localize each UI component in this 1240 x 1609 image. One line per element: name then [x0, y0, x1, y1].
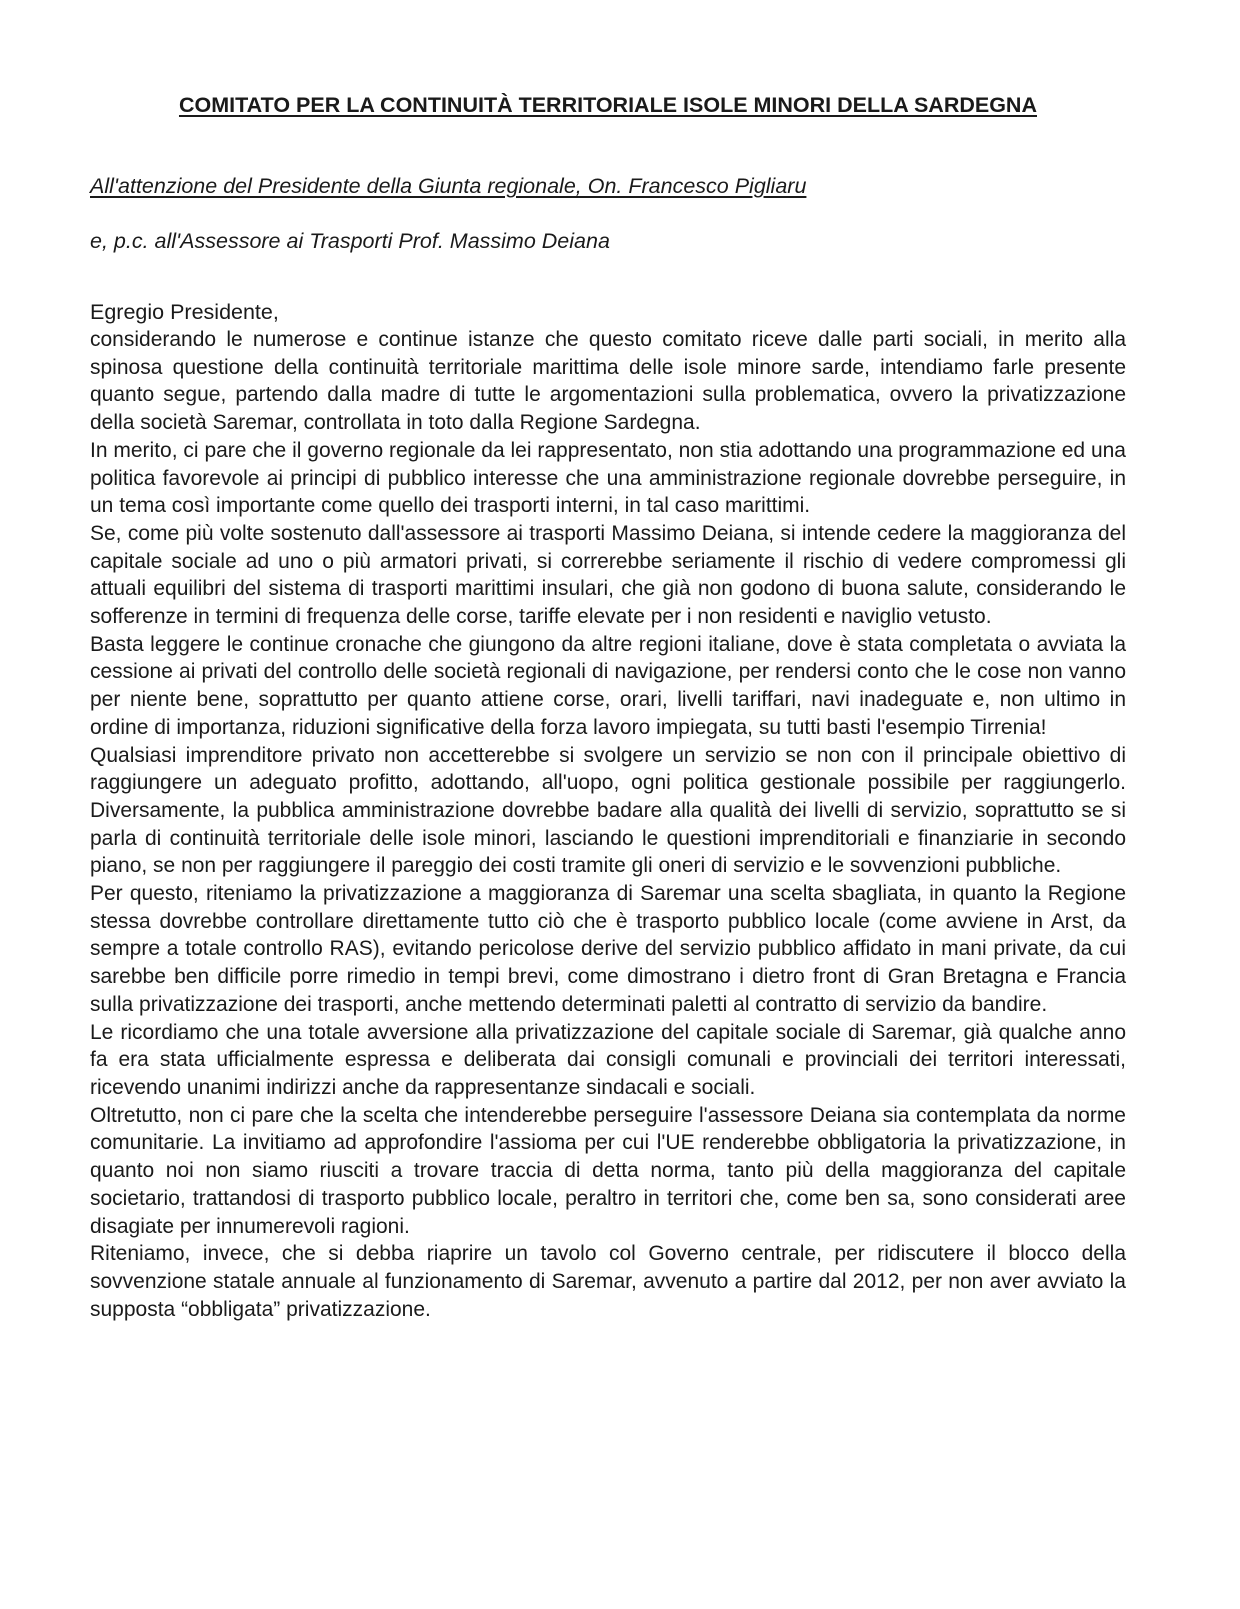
paragraph: Basta leggere le continue cronache che giungono da altre regioni italiane, dove è stata completata o avviata la cessione ai privati del controllo delle società regionali di navigazione, per rendersi conto che le cose non vanno per niente bene, soprattutto per quanto attiene corse, orari, livelli tariffari, navi inadeguate e, non ultimo in ordine di importanza, riduzioni significative della forza lavoro impiegata, su tutti basti l'esempio Tirrenia!: [90, 632, 1126, 739]
paragraph: Oltretutto, non ci pare che la scelta che intenderebbe perseguire l'assessore Deiana sia contemplata da norme comunitarie. La invitiamo ad approfondire l'assioma per cui l'UE renderebbe obbligatoria la privatizzazione, in quanto noi non siamo riusciti a trovare traccia di detta norma, tanto più della maggioranza del capitale societario, trattandosi di trasporto pubblico locale, peraltro in territori che, come ben sa, sono considerati aree disagiate per innumerevoli ragioni.: [90, 1103, 1126, 1238]
paragraph: considerando le numerose e continue istanze che questo comitato riceve dalle parti sociali, in merito alla spinosa questione della continuità territoriale marittima delle isole minore sarde, intendiamo farle presente quanto segue, partendo dalla madre di tutte le argomentazioni sulla problematica, ovvero la privatizzazione della società Saremar, controllata in toto dalla Regione Sardegna.: [90, 328, 1126, 435]
salutation: Egregio Presidente,: [90, 300, 279, 324]
paragraph: Le ricordiamo che una totale avversione alla privatizzazione del capitale sociale di Saremar, già qualche anno fa era stata ufficialmente espressa e deliberata dai consigli comunali e provinciali dei territori interessati, ricevendo unanimi indirizzi anche da rappresentanze sindacali e sociali.: [90, 1020, 1126, 1099]
cc-line: e, p.c. all'Assessore ai Trasporti Prof. Massimo Deiana: [90, 229, 610, 253]
paragraph: Per questo, riteniamo la privatizzazione a maggioranza di Saremar una scelta sbagliata, in quanto la Regione stessa dovrebbe controllare direttamente tutto ciò che è trasporto pubblico locale (come avviene in Arst, da sempre a totale controllo RAS), evitando pericolose derive del servizio pubblico affidato in mani private, da cui sarebbe ben difficile porre rimedio in tempi brevi, come dimostrano i dietro front di Gran Bretagna e Francia sulla privatizzazione dei trasporti, anche mettendo determinati paletti al contratto di servizio da bandire.: [90, 882, 1126, 1016]
paragraph: Riteniamo, invece, che si debba riaprire un tavolo col Governo centrale, per ridiscutere il blocco della sovvenzione statale annuale al funzionamento di Saremar, avvenuto a partire dal 2012, per non aver avviato la supposta “obbligata” privatizzazione.: [90, 1242, 1126, 1321]
addressee-line: All'attenzione del Presidente della Giunta regionale, On. Francesco Pigliaru: [90, 174, 807, 198]
document-title: COMITATO PER LA CONTINUITÀ TERRITORIALE ISOLE MINORI DELLA SARDEGNA: [178, 93, 1037, 117]
letter-body: [90, 326, 1126, 1323]
paragraph: Se, come più volte sostenuto dall'assessore ai trasporti Massimo Deiana, si intende cedere la maggioranza del capitale sociale ad uno o più armatori privati, si correrebbe seriamente il rischio di vedere compromessi gli attuali equilibri del sistema di trasporti marittimi insulari, che già non godono di buona salute, considerando le sofferenze in termini di frequenza delle corse, tariffe elevate per i non residenti e naviglio vetusto.: [90, 521, 1126, 629]
paragraph: Qualsiasi imprenditore privato non accetterebbe si svolgere un servizio se non con il principale obiettivo di raggiungere un adeguato profitto, adottando, all'uopo, ogni politica gestionale possibile per raggiungerlo. Diversamente, la pubblica amministrazione dovrebbe badare alla qualità dei livelli di servizio, soprattutto se si parla di continuità territoriale delle isole minori, lasciando le questioni imprenditoriali e finanziarie in secondo piano, se non per raggiungere il pareggio dei costi tramite gli oneri di servizio e le sovvenzioni pubbliche.: [90, 743, 1126, 878]
paragraph: In merito, ci pare che il governo regionale da lei rappresentato, non stia adottando una programmazione ed una politica favorevole ai principi di pubblico interesse che una amministrazione regionale dovrebbe perseguire, in un tema così importante come quello dei trasporti interni, in tal caso marittimi.: [90, 438, 1126, 518]
